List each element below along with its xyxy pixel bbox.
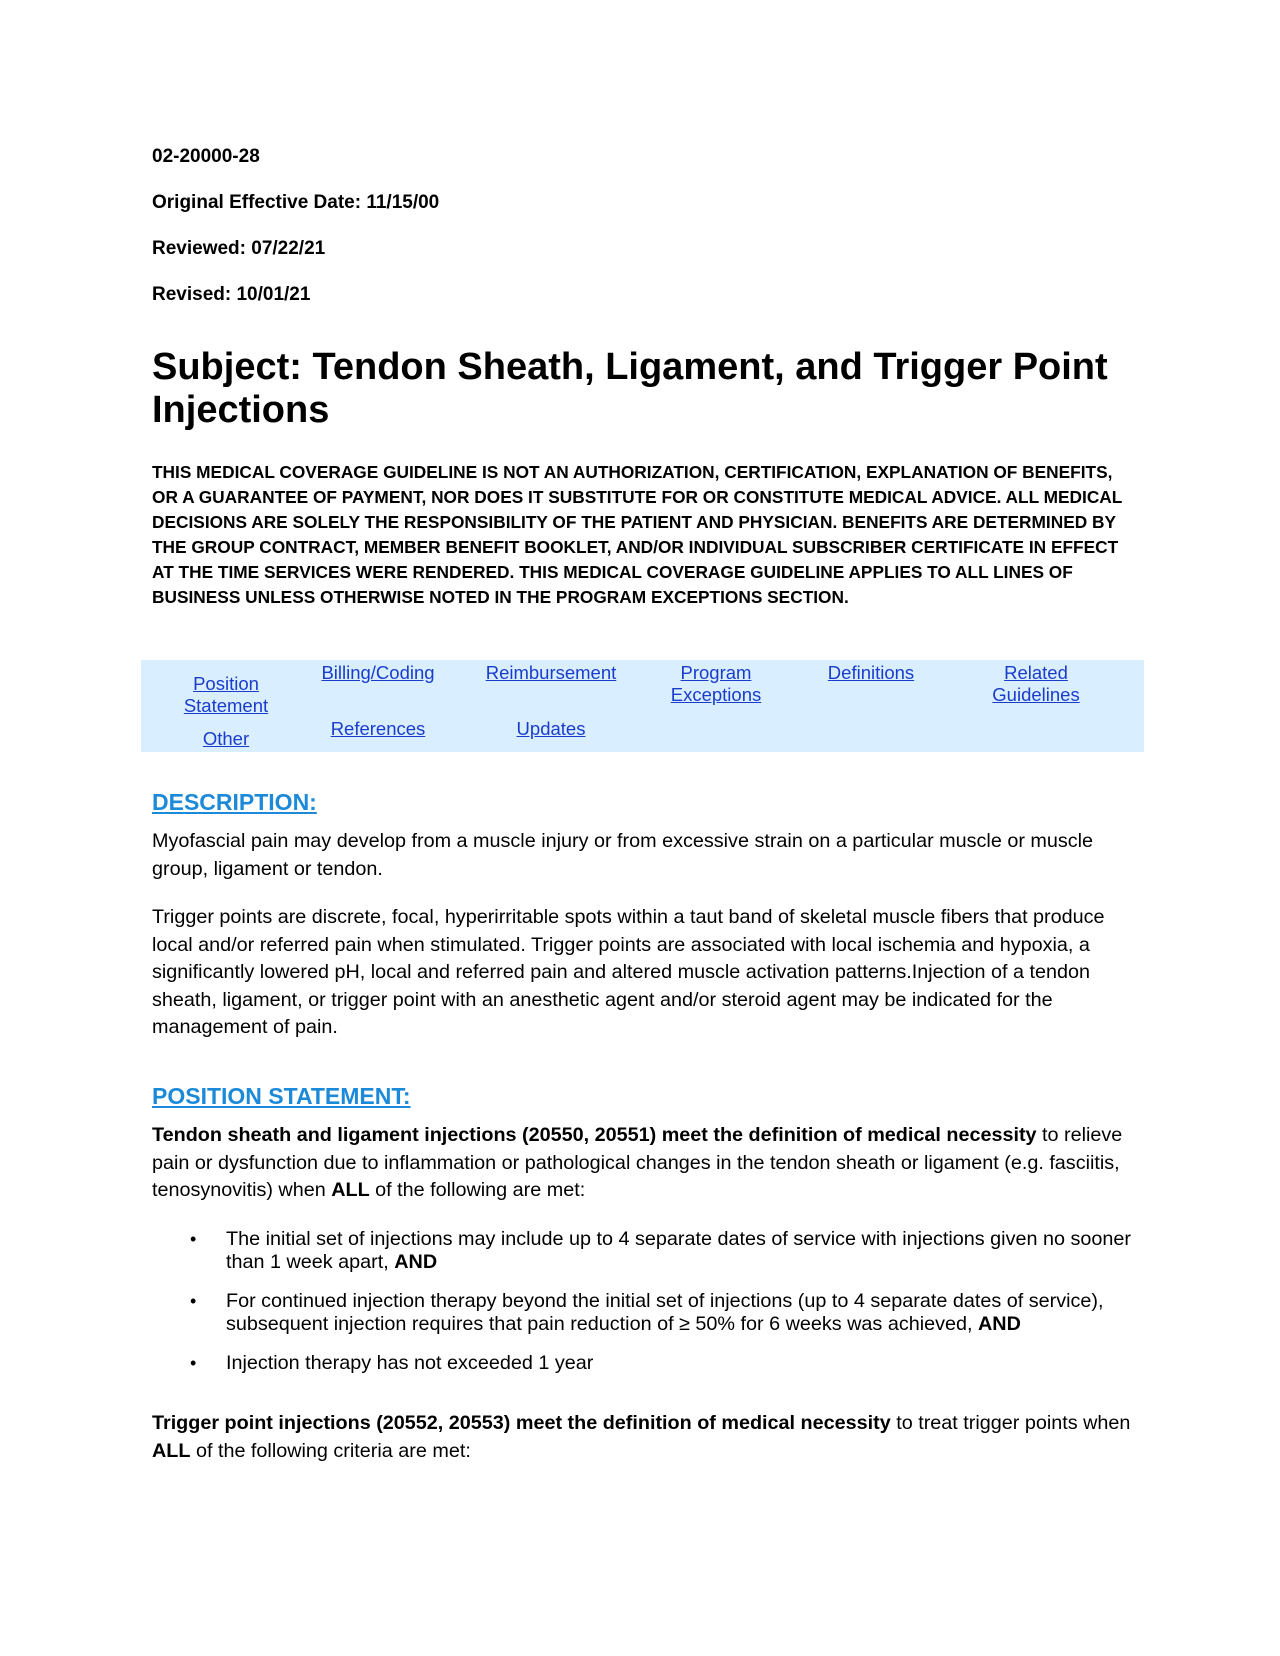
tendon-criteria-intro (152, 1122, 1137, 1205)
disclaimer-text: THIS MEDICAL COVERAGE GUIDELINE IS NOT AN AUTHORIZATION, CERTIFICATION, EXPLANATION OF BENEFITS, OR A GUARANTEE OF PAYMENT, NOR DOES IT SUBSTITUTE FOR OR CONSTITUTE MEDICAL ADVICE. ALL MEDICAL DECISIONS ARE SOLELY THE RESPONSIBILITY OF THE PATIENT AND PHYSICIAN. BENEFITS ARE DETERMINED BY THE GROUP CONTRACT, MEMBER BENEFIT BOOKLET, AND/OR INDIVIDUAL SUBSCRIBER CERTIFICATE IN EFFECT AT THE TIME SERVICES WERE RENDERED. THIS MEDICAL COVERAGE GUIDELINE APPLIES TO ALL LINES OF BUSINESS UNLESS OTHERWISE NOTED IN THE PROGRAM EXCEPTIONS SECTION. (152, 462, 1123, 607)
nav-link-position-statement[interactable]: Position Statement (183, 673, 269, 716)
bullet-icon: • (190, 1229, 197, 1249)
bullet-icon: • (190, 1291, 197, 1311)
tendon-criteria-bold: Tendon sheath and ligament injections (20550, 20551) meet the definition of medical necessity (152, 1124, 1037, 1146)
bullet-icon: • (190, 1353, 197, 1373)
section-navigation (141, 660, 1144, 752)
bullet-text: For continued injection therapy beyond the initial set of injections (up to 4 separate dates of service), subsequent injection requires that pain reduction of ≥ 50% for 6 weeks was achieved, (226, 1290, 1104, 1335)
position-statement-heading: POSITION STATEMENT: (152, 1083, 411, 1109)
tendon-criteria-list (152, 1228, 1137, 1375)
list-item (152, 1228, 1137, 1274)
revised-date: Revised: 10/01/21 (152, 284, 311, 305)
description-paragraph-2: Trigger points are discrete, focal, hyperirritable spots within a taut band of skeletal muscle fibers that produce local and/or referred pain when stimulated. Trigger points are associated with local ischemia and hypoxia, a significantly lowered pH, local and referred pain and altered muscle activation patterns.Injection of a tendon sheath, ligament, or trigger point with an anesthetic agent and/or steroid agent may be indicated for the management of pain. (152, 906, 1105, 1038)
nav-link-related-guidelines[interactable]: Related Guidelines (992, 662, 1080, 705)
nav-link-updates[interactable]: Updates (516, 718, 586, 739)
bullet-text: The initial set of injections may include up to 4 separate dates of service with injections given no sooner than 1 week apart, (226, 1228, 1131, 1273)
list-item (152, 1352, 1137, 1375)
reviewed-date: Reviewed: 07/22/21 (152, 238, 326, 259)
page-title: Subject: Tendon Sheath, Ligament, and Trigger Point Injections (152, 346, 1108, 431)
tendon-criteria-text-b: of the following are met: (369, 1179, 586, 1201)
original-effective-date: Original Effective Date: 11/15/00 (152, 192, 440, 213)
nav-link-definitions[interactable]: Definitions (827, 662, 915, 683)
trigger-criteria-all: ALL (152, 1439, 191, 1462)
nav-link-references[interactable]: References (330, 718, 426, 739)
trigger-criteria-intro (152, 1410, 1137, 1465)
trigger-criteria-text-b: of the following criteria are met: (190, 1439, 471, 1462)
bullet-and: AND (394, 1251, 438, 1273)
description-heading: DESCRIPTION: (152, 789, 317, 815)
bullet-text: Injection therapy has not exceeded 1 year (226, 1352, 594, 1374)
bullet-and: AND (978, 1313, 1021, 1335)
document-number: 02-20000-28 (152, 146, 260, 167)
description-paragraph-1: Myofascial pain may develop from a muscle injury or from excessive strain on a particular muscle or muscle group, ligament or tendon. (152, 830, 1094, 880)
list-item (152, 1290, 1137, 1336)
tendon-criteria-text-a: to relieve pain or dysfunction due to inflammation or pathological changes in the tendon sheath or ligament (e.g. fasciitis, tenosynovitis) when (152, 1124, 1123, 1201)
trigger-criteria-bold: Trigger point injections (20552, 20553) meet the definition of medical necessity (152, 1412, 891, 1434)
trigger-criteria-text-a: to treat trigger points when (890, 1412, 1131, 1434)
nav-link-program-exceptions[interactable]: Program Exceptions (670, 662, 762, 705)
tendon-criteria-all: ALL (331, 1179, 370, 1201)
nav-link-reimbursement[interactable]: Reimbursement (485, 662, 617, 683)
nav-link-billing-coding[interactable]: Billing/Coding (321, 662, 435, 683)
nav-link-other[interactable]: Other (202, 728, 250, 749)
